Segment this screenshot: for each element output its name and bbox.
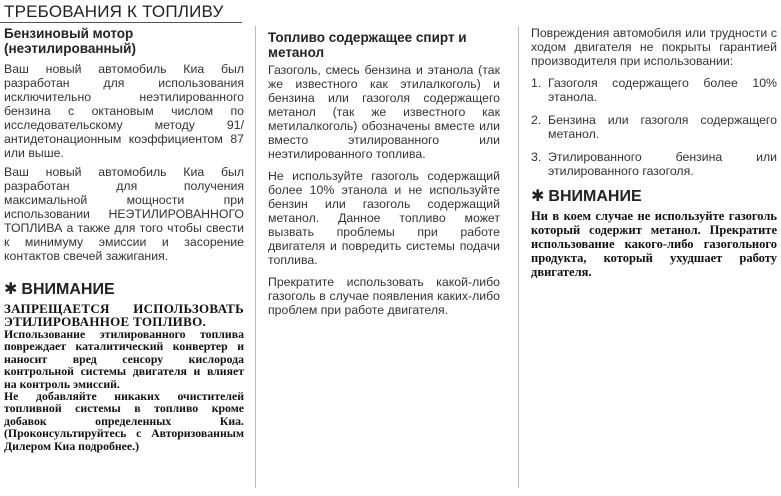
warning-title (531, 188, 777, 206)
paragraph: Газоголь, смесь бензина и этанола (так же известного как этилалкоголь) и бензина или газоголя содержащего метанол (так же известного как метилалкоголь) обозначены вместе или вместо этилированного или неэтилированного топлива. (268, 63, 500, 161)
list-text: Этилированного бензина или этилированного газоголя. (548, 150, 777, 178)
column-warranty (531, 26, 777, 279)
asterisk-icon: ✱ (531, 188, 545, 205)
warning-text: Не добавляйте никаких очистителей топливной системы в топливо кроме добавок определенных Киа. (Проконсультируйтесь с Авторизованным Дилером Киа подробнее.) (4, 389, 244, 453)
list-number: 3. (531, 150, 542, 164)
list-text: Бензина или газоголя содержащего метанол. (548, 113, 777, 141)
column-divider (518, 26, 519, 488)
list-item (531, 113, 777, 141)
warning-caps-line: ЗАПРЕЩАЕТСЯ ИСПОЛЬЗОВАТЬ ЭТИЛИРОВАННОЕ ТОПЛИВО. (4, 301, 244, 329)
list-number: 2. (531, 113, 542, 127)
warning-text: Использование этилированного топлива повреждает каталитический конвертер и наносит вред сенсору кислорода контрольной системы двигателя и влияет на контроль эмиссий. (4, 327, 244, 391)
list-text: Газоголя содержащего более 10% этанола. (548, 76, 777, 104)
warning-title-text: ВНИМАНИЕ (548, 188, 642, 205)
paragraph: Ваш новый автомобиль Киа был разработан для получения максимальной мощности при использовании НЕЭТИЛИРОВАННОГО ТОПЛИВА а также для того чтобы свести к минимуму эмиссии и засорение контактов свечей зажигания. (4, 165, 244, 263)
column-alcohol-fuel (268, 26, 500, 325)
gasoline-engine-heading: Бензиновый мотор (неэтилированный) (4, 26, 136, 56)
paragraph: Прекратите использовать какой-либо газоголь в случае появления каких-либо проблем при работе двигателя. (268, 275, 500, 317)
list-number: 1. (531, 76, 542, 90)
page-title: ТРЕБОВАНИЯ К ТОПЛИВУ (4, 2, 224, 21)
warranty-list (531, 76, 777, 178)
column-gasoline-engine (4, 26, 244, 452)
asterisk-icon: ✱ (4, 281, 18, 298)
paragraph: Ваш новый автомобиль Киа был разработан для использования исключительно неэтилированного бензина с октановым числом по исследовательскому методу 91/ антидетонационным коэффициентом 87 или выше. (4, 62, 244, 160)
list-item (531, 150, 777, 178)
alcohol-fuel-heading: Топливо содержащее спирт и метанол (268, 30, 467, 60)
warning-title (4, 281, 244, 299)
title-rule (0, 22, 242, 23)
warranty-intro: Повреждения автомобиля или трудности с ходом двигателя не покрыты гарантией производителя при использовании: (531, 26, 777, 68)
warning-title-text: ВНИМАНИЕ (21, 281, 115, 298)
warning-text: Ни в коем случае не используйте газоголь который содержит метанол. Прекратите использование какого-либо газогольного продукта, который ухудшает работу двигателя. (531, 209, 777, 279)
column-divider (255, 26, 256, 488)
paragraph: Не используйте газоголь содержащий более 10% этанола и не используйте бензин или газоголь содержащий метанол. Данное топливо может вызвать проблемы при работе двигателя и повредить системы подачи топлива. (268, 169, 500, 267)
list-item (531, 76, 777, 104)
